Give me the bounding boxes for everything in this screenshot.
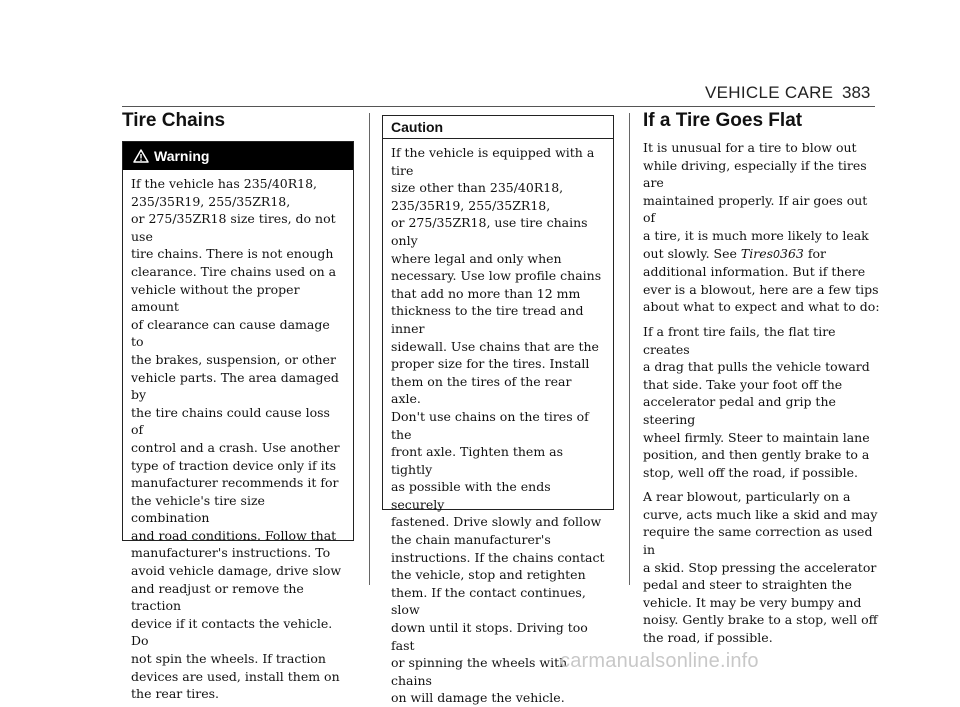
paragraph-1 [643, 139, 883, 316]
tires-link-label: Tires [740, 245, 774, 261]
page-reference-icon: 0 [773, 247, 781, 261]
warning-box [122, 141, 354, 702]
watermark: carmanualsonline.info [560, 650, 759, 672]
warning-triangle-icon [133, 149, 149, 163]
paragraph-1-text: It is unusual for a tire to blow out while driving, especially if the tires are maintained properly. If air goes out of a tire, it is much more likely to leak out slowly. See [643, 140, 869, 261]
section-title-tire-chains: Tire Chains [122, 110, 226, 131]
column-divider-2 [629, 113, 630, 585]
paragraph-1-text-cont: for additional information. But if there ever is a blowout, here are a few tips about what to expect and what to do: [643, 245, 880, 315]
column-divider-1 [369, 113, 370, 585]
warning-label: Warning [154, 148, 210, 164]
page-number: 383 [842, 83, 871, 102]
paragraph-2: If a front tire fails, the flat tire creates a drag that pulls the vehicle toward that side. Take your foot off the accelerator pedal and grip the steering wheel firmly. Steer to maintain lane position, and then gently brake to a stop, well off the road, if possible. [643, 323, 870, 480]
caution-box [382, 115, 614, 706]
header-section-title: VEHICLE CARE [705, 83, 834, 102]
tires-link[interactable] [741, 246, 804, 261]
tires-link-page: 363 [780, 245, 804, 261]
caution-header [383, 116, 613, 139]
caution-label: Caution [391, 119, 444, 135]
flat-tire-content [643, 139, 883, 654]
section-title-flat-tire: If a Tire Goes Flat [643, 110, 803, 131]
warning-text: If the vehicle has 235/40R18, 235/35R19, 255/35ZR18, or 275/35ZR18 size tires, do not use tire chains. There is not enough clearance. Tire chains used on a vehicle without the proper amount of clearance can cause damage to the brakes, suspension, or other vehicle parts. The area damaged by the tire chains could cause loss of control and a crash. Use another type of traction device only if its manufacturer recommends it for the vehicle's tire size combination and road conditions. Follow that manufacturer's instructions. To avoid vehicle damage, drive slow and readjust or remove the traction device if it contacts the vehicle. Do not spin the wheels. If traction devices are used, install them on the rear tires. [131, 176, 342, 702]
paragraph-3: A rear blowout, particularly on a curve, acts much like a skid and may require the same correction as used in a skid. Stop pressing the accelerator pedal and steer to straighten the vehicle. It may be very bumpy and noisy. Gently brake to a stop, well off the road, if possible. [643, 489, 878, 646]
header-divider [122, 106, 875, 107]
caution-text: If the vehicle is equipped with a tire size other than 235/40R18, 235/35R19, 255/35ZR18, or 275/35ZR18, use tire chains only where legal and only when necessary. Use low profile chains that add no more than 12 mm thickness to the tire tread and inner sidewall. Use chains that are the proper size for the tires. Install them on the tires of the rear axle. Don't use chains on the tires of the front axle. Tighten them as tightly as possible with the ends securely fastened. Drive slowly and follow the chain manufacturer's instructions. If the chains contact the vehicle, stop and retighten them. If the contact continues, slow down until it stops. Driving too fast or spinning the wheels with chains on will damage the vehicle. [391, 145, 605, 706]
warning-header [123, 142, 353, 170]
